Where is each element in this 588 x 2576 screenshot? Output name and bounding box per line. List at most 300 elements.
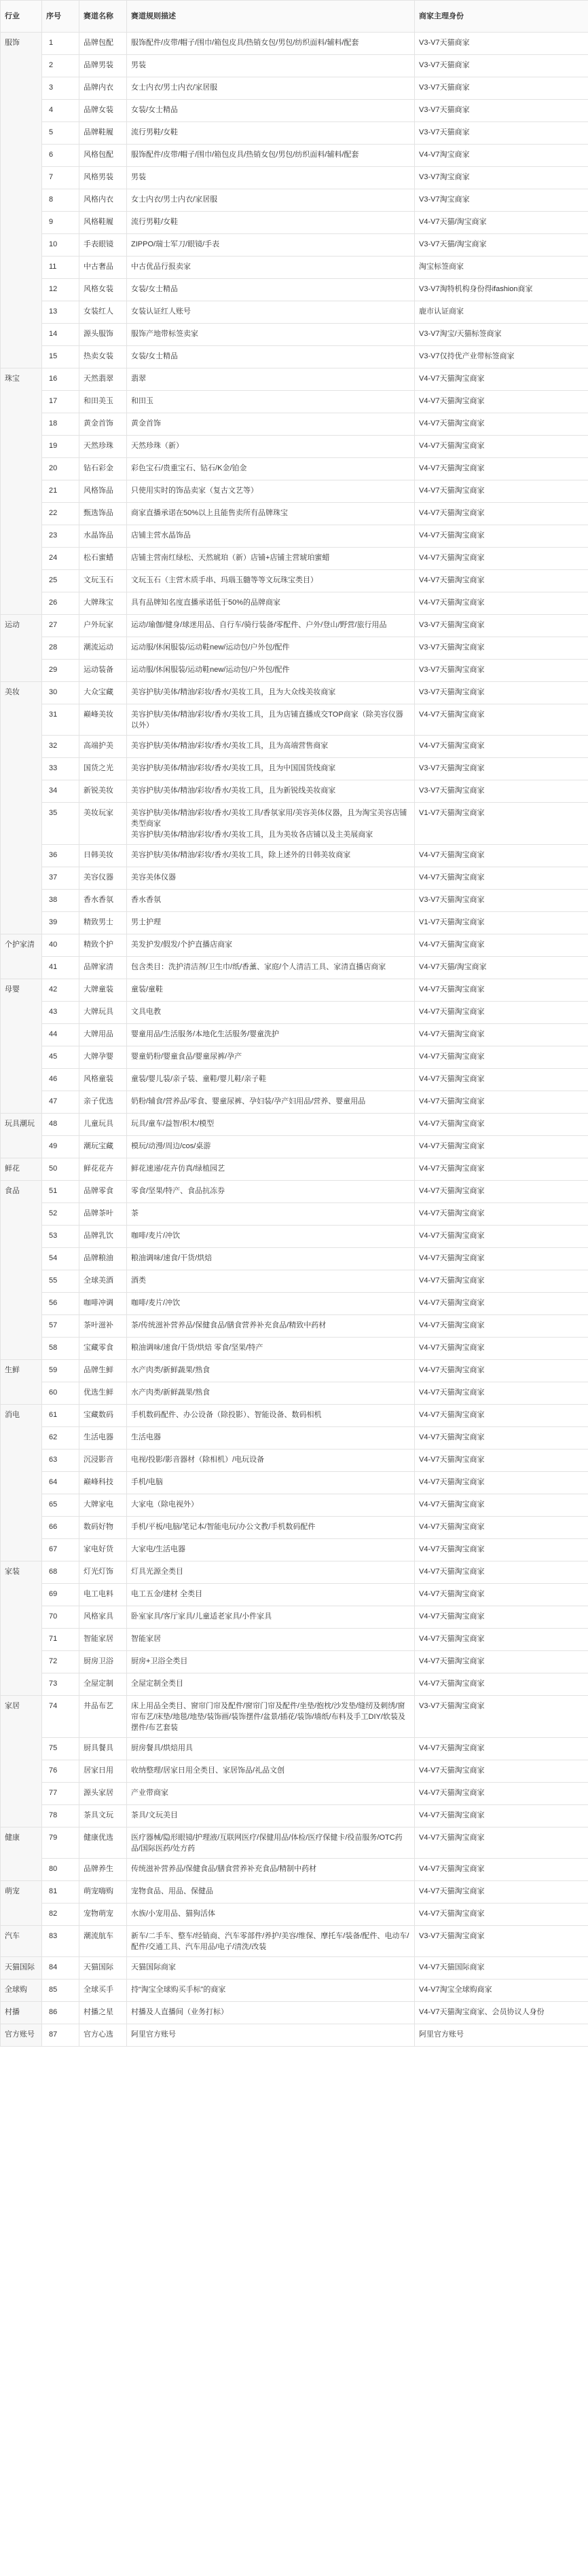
rule-description-cell: 运动服/休闲服装/运动鞋new/运动包/户外包/配件 [127,660,415,682]
track-name-cell: 手表眼镜 [79,234,127,257]
table-row [1,1450,588,1472]
track-name-cell: 水晶饰品 [79,525,127,548]
table-row [1,803,588,845]
number-cell: 40 [42,934,79,957]
track-name-cell: 萌宠嗨购 [79,1881,127,1903]
track-name-cell: 风格饰品 [79,480,127,503]
rule-description-cell: 翡翠 [127,368,415,391]
merchant-identity-cell: V4-V7天猫淘宝商家 [415,934,588,957]
number-cell: 17 [42,391,79,413]
table-row [1,615,588,637]
number-cell: 68 [42,1561,79,1584]
table-row [1,525,588,548]
rule-description-cell: 手机数码配件、办公设备（除投影）、智能设备、数码相机 [127,1405,415,1427]
merchant-identity-cell: V4-V7天猫淘宝商家 [415,1903,588,1926]
number-cell: 39 [42,912,79,934]
industry-cell: 美妆 [1,682,42,934]
industry-cell: 服饰 [1,33,42,368]
rule-description-cell: 男士护理 [127,912,415,934]
merchant-identity-cell: V4-V7天猫淘宝商家、会员协议人身份 [415,2002,588,2024]
rule-description-cell: 流行男鞋/女鞋 [127,212,415,234]
rule-description-cell: 天然珍珠（新） [127,436,415,458]
merchant-identity-cell: V3-V7淘特机构身份得ifashion商家 [415,279,588,301]
number-cell: 35 [42,803,79,845]
rule-description-cell: 天猫国际商家 [127,1957,415,1980]
rule-description-cell: 美容护肤/美体/精油/彩妆/香水/美妆工具，除上述外的日韩美妆商家 [127,845,415,867]
track-name-cell: 巅峰美妆 [79,704,127,736]
number-cell: 15 [42,346,79,368]
merchant-identity-cell: V4-V7天猫淘宝商家 [415,391,588,413]
track-name-cell: 宝藏数码 [79,1405,127,1427]
table-row [1,1517,588,1539]
table-row [1,780,588,803]
table-row [1,570,588,592]
number-cell: 5 [42,122,79,145]
table-row [1,1203,588,1226]
track-name-cell: 全球买手 [79,1980,127,2002]
number-cell: 49 [42,1136,79,1158]
number-cell: 76 [42,1760,79,1783]
number-cell: 57 [42,1315,79,1338]
rule-description-cell: 流行男鞋/女鞋 [127,122,415,145]
number-cell: 22 [42,503,79,525]
rule-description-cell: 男装 [127,55,415,77]
track-name-cell: 潮流运动 [79,637,127,660]
table-row [1,704,588,736]
table-row [1,1270,588,1293]
track-name-cell: 厨具餐具 [79,1738,127,1760]
number-cell: 64 [42,1472,79,1494]
track-name-cell: 电工电料 [79,1584,127,1606]
track-name-cell: 源头服饰 [79,324,127,346]
rule-description-cell: 运动服/休闲服装/运动鞋new/运动包/户外包/配件 [127,637,415,660]
number-cell: 20 [42,458,79,480]
industry-cell: 天猫国际 [1,1957,42,1980]
rule-description-cell: 手机/电脑 [127,1472,415,1494]
rule-description-cell: 运动/瑜伽/健身/球迷用品、自行车/骑行装备/零配件、户外/登山/野营/旅行用品 [127,615,415,637]
merchant-identity-cell: V4-V7天猫淘宝商家 [415,1091,588,1114]
track-name-cell: 钻石彩金 [79,458,127,480]
merchant-identity-cell: V4-V7天猫淘宝商家 [415,1738,588,1760]
table-row [1,1338,588,1360]
merchant-identity-cell: V4-V7天猫淘宝商家 [415,1859,588,1881]
industry-cell: 个护家清 [1,934,42,979]
header-merchant-identity: 商家主理身份 [415,1,588,33]
table-row [1,1002,588,1024]
table-row [1,346,588,368]
merchant-identity-cell: V4-V7淘宝商家 [415,145,588,167]
number-cell: 46 [42,1069,79,1091]
merchant-identity-cell: V3-V7天猫商家 [415,122,588,145]
table-row [1,1561,588,1584]
table-row [1,279,588,301]
rule-description-cell: 水产肉类/新鲜蔬果/熟食 [127,1360,415,1382]
industry-cell: 家居 [1,1696,42,1827]
rule-description-cell: 服饰产地带标签卖家 [127,324,415,346]
number-cell: 50 [42,1158,79,1181]
number-cell: 75 [42,1738,79,1760]
table-row [1,1069,588,1091]
table-row [1,1226,588,1248]
table-row [1,257,588,279]
merchant-identity-cell: V3-V7天猫淘宝商家 [415,780,588,803]
merchant-identity-cell: 鹿市认证商家 [415,301,588,324]
track-name-cell: 风格内衣 [79,189,127,212]
table-row [1,391,588,413]
merchant-identity-cell: V4-V7天猫淘宝商家 [415,1606,588,1629]
track-name-cell: 风格女装 [79,279,127,301]
rule-description-cell: 零食/坚果/特产、食品抗冻券 [127,1181,415,1203]
merchant-identity-cell: V4-V7天猫淘宝商家 [415,1651,588,1673]
merchant-identity-cell: V4-V7天猫淘宝商家 [415,1783,588,1805]
number-cell: 71 [42,1629,79,1651]
merchant-identity-cell: V3-V7天猫淘宝商家 [415,890,588,912]
track-name-cell: 品牌乳饮 [79,1226,127,1248]
number-cell: 7 [42,167,79,189]
merchant-identity-cell: V4-V7天猫淘宝商家 [415,1494,588,1517]
rule-description-cell: 女士内衣/男士内衣/家居服 [127,189,415,212]
merchant-identity-cell: V3-V7淘宝商家 [415,189,588,212]
industry-cell: 母婴 [1,979,42,1114]
number-cell: 81 [42,1881,79,1903]
header-number: 序号 [42,1,79,33]
rule-description-cell: 和田玉 [127,391,415,413]
rule-description-cell: 童装/童鞋 [127,979,415,1002]
rule-description-cell: 咖啡/麦片/冲饮 [127,1226,415,1248]
merchant-identity-cell: V3-V7天猫淘宝商家 [415,615,588,637]
table-row [1,1827,588,1859]
rule-line: 美容护肤/美体/精油/彩妆/香水/美妆工具，且为美妆各店铺以及主美展商家 [131,831,373,839]
merchant-identity-cell: V1-V7天猫淘宝商家 [415,803,588,845]
number-cell: 82 [42,1903,79,1926]
number-cell: 12 [42,279,79,301]
number-cell: 3 [42,77,79,100]
table-row [1,867,588,890]
track-name-cell: 全球美酒 [79,1270,127,1293]
merchant-identity-cell: V4-V7天猫淘宝商家 [415,1136,588,1158]
merchant-identity-cell: V4-V7天猫淘宝商家 [415,1360,588,1382]
merchant-identity-cell: V4-V7天猫淘宝商家 [415,1584,588,1606]
track-name-cell: 宠物萌宠 [79,1903,127,1926]
table-row [1,145,588,167]
rule-description-cell: 美容美体仪器 [127,867,415,890]
table-row [1,234,588,257]
industry-cell: 汽车 [1,1926,42,1957]
table-row [1,1360,588,1382]
table-row [1,592,588,615]
merchant-identity-cell: V4-V7天猫淘宝商家 [415,1539,588,1561]
merchant-identity-cell: V4-V7天猫淘宝商家 [415,1226,588,1248]
merchant-identity-cell: V4-V7天猫淘宝商家 [415,1382,588,1405]
rule-description-cell: 生活电器 [127,1427,415,1450]
track-name-cell: 天然珍珠 [79,436,127,458]
table-row [1,122,588,145]
rule-description-cell: 大家电（除电视外） [127,1494,415,1517]
rule-description-cell: 咖啡/麦片/冲饮 [127,1293,415,1315]
rule-description-cell: 床上用品全类目、窗帘门帘及配件/窗帘门帘及配件/坐垫/抱枕/沙发垫/缝纫及刺绣/窗帘布艺/床垫/地毯/地垫/装饰画/装饰摆件/盆景/插花/装饰/墙纸/布料及手工DIY/软装及摆件/布艺套装 [127,1696,415,1738]
table-row [1,189,588,212]
rule-description-cell: 女装/女士精品 [127,346,415,368]
rule-description-cell: 婴童用品/生活服务/本地化生活服务/婴童洗护 [127,1024,415,1046]
industry-cell: 运动 [1,615,42,682]
rule-description-cell: 传统滋补营养品/保健食品/膳食营养补充食品/精制中药材 [127,1859,415,1881]
rule-description-cell: 美容护肤/美体/精油/彩妆/香水/美妆工具，且为店铺直播成交TOP商家（除美容仪器以外） [127,704,415,736]
rule-description-cell: 男装 [127,167,415,189]
rule-description-cell: 婴童奶粉/婴童食品/婴童尿裤/孕产 [127,1046,415,1069]
table-row [1,1980,588,2002]
rule-description-cell: 持“淘宝全球购买手标”的商家 [127,1980,415,2002]
number-cell: 4 [42,100,79,122]
track-name-cell: 黄金首饰 [79,413,127,436]
table-row [1,637,588,660]
number-cell: 41 [42,957,79,979]
table-row [1,436,588,458]
merchant-identity-cell: V4-V7天猫淘宝商家 [415,1673,588,1696]
rule-description-cell: 女士内衣/男士内衣/家居服 [127,77,415,100]
rule-description-cell: 黄金首饰 [127,413,415,436]
table-row [1,480,588,503]
number-cell: 67 [42,1539,79,1561]
track-name-cell: 大牌用品 [79,1024,127,1046]
table-row [1,1158,588,1181]
number-cell: 10 [42,234,79,257]
number-cell: 28 [42,637,79,660]
table-row [1,1696,588,1738]
rule-description-cell: 全屋定制全类目 [127,1673,415,1696]
track-name-cell: 生活电器 [79,1427,127,1450]
merchant-identity-cell: V4-V7天猫淘宝商家 [415,592,588,615]
track-name-cell: 井品布艺 [79,1696,127,1738]
merchant-identity-cell: V4-V7天猫淘宝商家 [415,1827,588,1859]
table-row [1,1957,588,1980]
merchant-identity-cell: V4-V7天猫淘宝商家 [415,480,588,503]
number-cell: 13 [42,301,79,324]
track-name-cell: 大牌珠宝 [79,592,127,615]
table-row [1,736,588,758]
header-rule-description: 赛道规则描述 [127,1,415,33]
number-cell: 65 [42,1494,79,1517]
merchant-identity-cell: V4-V7天猫淘宝商家 [415,1405,588,1427]
track-name-cell: 巅峰科技 [79,1472,127,1494]
number-cell: 59 [42,1360,79,1382]
merchant-identity-cell: V4-V7天猫淘宝商家 [415,1203,588,1226]
track-name-cell: 品牌养生 [79,1859,127,1881]
track-name-cell: 精致男士 [79,912,127,934]
merchant-identity-cell: V4-V7天猫淘宝商家 [415,1881,588,1903]
track-name-cell: 官方心选 [79,2024,127,2047]
merchant-identity-cell: V4-V7天猫淘宝商家 [415,1181,588,1203]
number-cell: 2 [42,55,79,77]
merchant-identity-cell: V4-V7天猫淘宝商家 [415,548,588,570]
track-name-cell: 品牌内衣 [79,77,127,100]
table-row [1,368,588,391]
track-name-cell: 家电好货 [79,1539,127,1561]
rule-description-cell: 文具电教 [127,1002,415,1024]
rule-description-cell: 美容护肤/美体/精油/彩妆/香水/美妆工具，且为中国国货线商家 [127,758,415,780]
merchant-identity-cell: V3-V7天猫商家 [415,100,588,122]
rule-description-cell: 电视/投影/影音器材（除相机）/电玩设备 [127,1450,415,1472]
track-name-cell: 源头家居 [79,1783,127,1805]
rule-description-cell: 奶粉/辅食/营养品/零食、婴童尿裤、孕妇装/孕产妇用品/营养、婴童用品 [127,1091,415,1114]
rule-description-cell: 产业带商家 [127,1783,415,1805]
merchant-identity-cell: V4-V7淘宝全球购商家 [415,1980,588,2002]
table-row [1,301,588,324]
rule-description-cell: 阿里官方账号 [127,2024,415,2047]
track-name-cell: 风格包配 [79,145,127,167]
rule-description-cell: 粮油调味/速食/干货/烘焙 [127,1248,415,1270]
table-row [1,1181,588,1203]
table-row [1,324,588,346]
track-name-cell: 风格家具 [79,1606,127,1629]
table-row [1,1783,588,1805]
rule-description-cell: 水族/小宠用品、猫狗活体 [127,1903,415,1926]
number-cell: 24 [42,548,79,570]
merchant-identity-cell: V4-V7天猫淘宝商家 [415,1805,588,1827]
merchant-identity-cell: V4-V7天猫淘宝商家 [415,1450,588,1472]
table-row [1,934,588,957]
track-name-cell: 户外玩家 [79,615,127,637]
number-cell: 47 [42,1091,79,1114]
table-row [1,212,588,234]
number-cell: 69 [42,1584,79,1606]
table-row [1,1629,588,1651]
merchant-identity-cell: V3-V7天猫淘宝商家 [415,1926,588,1957]
number-cell: 80 [42,1859,79,1881]
track-name-cell: 潮流航车 [79,1926,127,1957]
table-row [1,1046,588,1069]
table-row [1,890,588,912]
merchant-identity-cell: V4-V7天猫淘宝商家 [415,436,588,458]
merchant-identity-cell: V4-V7天猫淘宝商家 [415,1338,588,1360]
table-row [1,1673,588,1696]
track-name-cell: 灯光灯饰 [79,1561,127,1584]
rule-description-cell: 玩具/童车/益智/积木/模型 [127,1114,415,1136]
track-name-cell: 品牌鞋履 [79,122,127,145]
table-row [1,1024,588,1046]
number-cell: 36 [42,845,79,867]
industry-cell: 官方账号 [1,2024,42,2047]
track-name-cell: 精致个护 [79,934,127,957]
track-name-cell: 品牌包配 [79,33,127,55]
rule-description-cell: 粮油调味/速食/干货/烘焙 零食/坚果/特产 [127,1338,415,1360]
number-cell: 52 [42,1203,79,1226]
table-row [1,1382,588,1405]
industry-cell: 消电 [1,1405,42,1561]
number-cell: 84 [42,1957,79,1980]
number-cell: 56 [42,1293,79,1315]
merchant-identity-cell: V4-V7天猫淘宝商家 [415,1158,588,1181]
number-cell: 74 [42,1696,79,1738]
industry-cell: 玩具潮玩 [1,1114,42,1158]
table-row [1,1760,588,1783]
number-cell: 1 [42,33,79,55]
merchant-identity-cell: V4-V7天猫淘宝商家 [415,1270,588,1293]
table-row [1,1881,588,1903]
rule-description-cell: ZIPPO/瑞士军刀/眼镜/手表 [127,234,415,257]
number-cell: 29 [42,660,79,682]
merchant-identity-cell: V4-V7天猫/淘宝商家 [415,957,588,979]
merchant-identity-cell: V3-V7淘宝商家 [415,167,588,189]
rule-description-cell: 手机/平板/电脑/笔记本/智能电玩/办公文教/手机数码配件 [127,1517,415,1539]
merchant-identity-cell: V4-V7天猫淘宝商家 [415,1248,588,1270]
track-name-cell: 品牌生鲜 [79,1360,127,1382]
number-cell: 78 [42,1805,79,1827]
track-name-cell: 大牌玩具 [79,1002,127,1024]
rule-line: 美容护肤/美体/精油/彩妆/香水/美妆工具/香氛家用/美容美体仪器，且为淘宝美容店铺类型商家 [131,809,407,828]
track-name-cell: 健康优选 [79,1827,127,1859]
number-cell: 30 [42,682,79,704]
rule-description-cell: 茶具/文玩美目 [127,1805,415,1827]
table-row [1,33,588,55]
header-track-name: 赛道名称 [79,1,127,33]
rule-description-cell: 茶/传统滋补营养品/保健食品/膳食营养补充食品/精致中药材 [127,1315,415,1338]
number-cell: 86 [42,2002,79,2024]
table-row [1,1136,588,1158]
merchant-identity-cell: V4-V7天猫淘宝商家 [415,503,588,525]
number-cell: 31 [42,704,79,736]
track-name-cell: 鲜花花卉 [79,1158,127,1181]
merchant-identity-cell: V4-V7天猫淘宝商家 [415,867,588,890]
track-name-cell: 品牌家清 [79,957,127,979]
track-name-cell: 和田美玉 [79,391,127,413]
number-cell: 62 [42,1427,79,1450]
merchant-identity-cell: V1-V7天猫淘宝商家 [415,912,588,934]
track-name-cell: 松石蜜蜡 [79,548,127,570]
rule-description-cell: 女装认证红人账号 [127,301,415,324]
table-row [1,682,588,704]
rule-description-cell: 智能家居 [127,1629,415,1651]
industry-cell: 村播 [1,2002,42,2024]
track-name-cell: 儿童玩具 [79,1114,127,1136]
number-cell: 16 [42,368,79,391]
number-cell: 19 [42,436,79,458]
rule-description-cell: 茶 [127,1203,415,1226]
number-cell: 32 [42,736,79,758]
rule-description-cell: 女装/女士精品 [127,100,415,122]
rule-description-cell: 具有品牌知名度直播承诺低于50%的品牌商家 [127,592,415,615]
rule-description-cell: 鲜花速递/花卉仿真/绿植园艺 [127,1158,415,1181]
track-name-cell: 茶具文玩 [79,1805,127,1827]
number-cell: 70 [42,1606,79,1629]
merchant-identity-cell: 淘宝标签商家 [415,257,588,279]
table-row [1,1805,588,1827]
track-name-cell: 沉浸影音 [79,1450,127,1472]
table-row [1,1539,588,1561]
track-name-cell: 新锐美妆 [79,780,127,803]
track-name-cell: 居家日用 [79,1760,127,1783]
number-cell: 61 [42,1405,79,1427]
merchant-identity-cell: V4-V7天猫淘宝商家 [415,1629,588,1651]
number-cell: 66 [42,1517,79,1539]
rule-description-cell: 酒类 [127,1270,415,1293]
merchant-identity-cell: V4-V7天猫淘宝商家 [415,368,588,391]
number-cell: 53 [42,1226,79,1248]
table-row [1,1738,588,1760]
merchant-identity-cell: V4-V7天猫淘宝商家 [415,1517,588,1539]
industry-cell: 健康 [1,1827,42,1881]
merchant-identity-cell: V4-V7天猫淘宝商家 [415,1472,588,1494]
table-body [1,33,588,2047]
rule-description-cell: 香水香氛 [127,890,415,912]
table-row [1,55,588,77]
table-row [1,1606,588,1629]
rule-description-cell: 电工五金/建材 全类目 [127,1584,415,1606]
merchant-identity-cell: V4-V7天猫淘宝商家 [415,458,588,480]
number-cell: 26 [42,592,79,615]
number-cell: 73 [42,1673,79,1696]
track-name-cell: 中古奢品 [79,257,127,279]
track-name-cell: 全屋定制 [79,1673,127,1696]
